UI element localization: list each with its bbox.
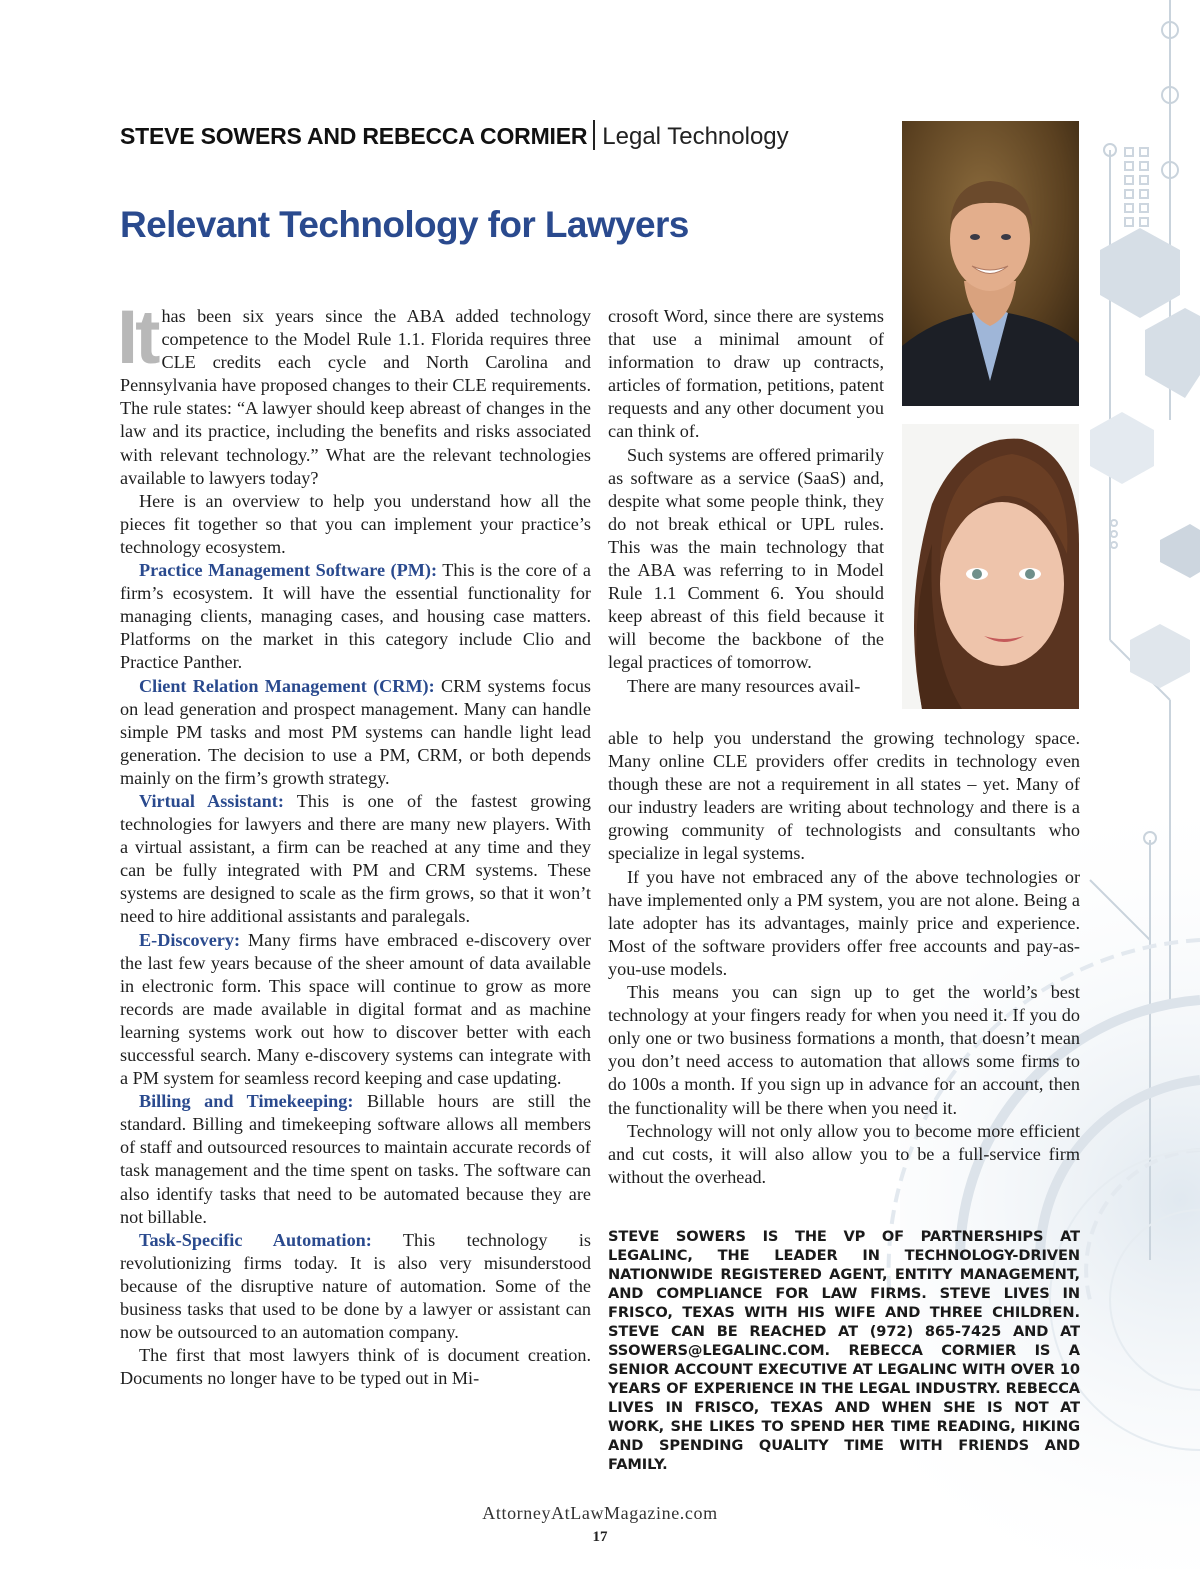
paragraph-virtual-assistant: Virtual Assistant: This is one of the fastest growing technologies for lawyers and there are many new players. With a virtual assistant, a firm can be reached at any time and they can be fully integrated with PM and CRM systems. These systems are designed to scale as the firm grows, so that it won’t need to hire additional assistants and paralegals. [120,790,591,927]
paragraph-billing: Billing and Timekeeping: Billable hours are still the standard. Billing and timekeeping software allows all members of staff and outsourced resources to maintain accurate records of task management and the time spent on tasks. The software can also identify tasks that need to be automated because they are not billable. [120,1091,591,1227]
paragraph-continued: crosoft Word, since there are systems that use a minimal amount of information to draw up contracts, articles of formation, petitions, patent requests and any other document you can think of. [608,306,884,442]
author-names: STEVE SOWERS AND REBECCA CORMIER [120,123,588,149]
portrait-man-image [902,121,1079,406]
paragraph-conclusion: Technology will not only allow you to become more efficient and cut costs, it will also allow you to be a full-service firm without the overhead. [608,1120,1080,1187]
paragraph-sign-up: This means you can sign up to get the world’s best technology at your fingers ready for when you need it. If you do only one or two business formations a month, that doesn’t mean you don’t need access to automation that allows some firms to do 100s a month. If you sign up in advance for an account, then the functionality will be there when you need it. [608,982,1080,1118]
author-bio: STEVE SOWERS IS THE VP OF PARTNERSHIPS AT LEGALINC, THE LEADER IN TECHNOLOGY-DRIVEN NATIONWIDE REGISTERED AGENT, ENTITY MANAGEMENT, AND COMPLIANCE FOR LAW FIRMS. STEVE LIVES IN FRISCO, TEXAS WITH HIS WIFE AND THREE CHILDREN. STEVE CAN BE REACHED AT (972) 865-7425 AND AT SSOWERS@LEGALINC.COM. REBECCA CORMIER IS A SENIOR ACCOUNT EXECUTIVE AT LEGALINC WITH OVER 10 YEARS OF EXPERIENCE IN THE LEGAL INDUSTRY. REBECCA LIVES IN FRISCO, TEXAS AND WHEN SHE IS NOT AT WORK, SHE LIKES TO SPEND HER TIME READING, HIKING AND SPENDING QUALITY TIME WITH FRIENDS AND FAMILY. [608,1228,1080,1473]
author-photo-rebecca [902,424,1079,709]
article-title: Relevant Technology for Lawyers [120,204,689,245]
paragraph-document-creation: The first that most lawyers think of is document creation. Documents no longer have to be typed out in Mi- [120,1345,591,1389]
term-crm: Client Relation Management (CRM): [139,675,435,696]
term-billing: Billing and Timekeeping: [139,1091,354,1112]
paragraph-saas: Such systems are offered primarily as software as a service (SaaS) and, despite what some people think, they do not break ethical or UPL rules. This was the main technology that the ABA was referring to in Model Rule 1.1 Comment 6. You should keep abreast of this field because it will become the backbone of the legal practices of tomorrow. [608,444,884,673]
paragraph-resources: able to help you understand the growing technology space. Many online CLE providers offer credits in technology even though these are not a requirement in all states – yet. Many of our industry leaders are writing about technology and there is a growing community of technologists and consultants who specialize in legal systems. [608,728,1080,864]
paragraph-e-discovery: E-Discovery: Many firms have embraced e-discovery over the last few years because of the sheer amount of data available in electronic form. This space will continue to grow as more records are made available in digital format and as machine learning systems work out how to discover better with each successful search. Many e-discovery systems can integrate with a PM system for seamless record keeping and case updating. [120,929,591,1089]
paragraph-crm: Client Relation Management (CRM): CRM systems focus on lead generation and prospect management. Many can handle simple PM tasks and most PM systems can handle light lead generation. The decision to use a PM, CRM, or both depends mainly on the firm’s growth strategy. [120,675,591,788]
article-header [120,120,880,156]
footer-website: AttorneyAtLawMagazine.com [482,1503,718,1523]
paragraph-resources-start: There are many resources avail- [627,675,861,696]
paragraph-practice-management: Practice Management Software (PM): This is the core of a firm’s ecosystem. It will have the essential functionality for managing clients, managing cases, and housing case matters. Platforms on the market in this category include Clio and Practice Panther. [120,560,592,673]
article-column-right-bottom [608,727,1080,1189]
term-virtual-assistant: Virtual Assistant: [139,790,284,811]
term-automation: Task-Specific Automation: [139,1229,372,1250]
paragraph-overview: Here is an overview to help you understand how all the pieces fit together so that you can implement your practice’s technology ecosystem. [120,490,591,557]
term-e-discovery: E-Discovery: [139,929,241,950]
paragraph-intro: It has been six years since the ABA added technology competence to the Model Rule 1.1. Florida requires three CLE credits each cycle and North Carolina and Pennsylvania have proposed changes to their CLE requirements. The rule states: “A lawyer should keep abreast of changes in the law and its practice, including the benefits and risks associated with relevant technology.” What are the relevant technologies available to lawyers today? [117,295,591,488]
page-number: 17 [592,1529,608,1545]
section-name: Legal Technology [602,123,789,150]
header-divider [593,120,595,150]
author-photo-steve [902,121,1079,406]
paragraph-late-adopter: If you have not embraced any of the above technologies or have implemented only a PM system, you are not alone. Being a late adopter has its advantages, mainly price and experience. Most of the software providers offer free accounts and pay-as-you-use models. [608,866,1080,979]
term-practice-management: Practice Management Software (PM): [139,560,438,581]
article-column-left [117,295,592,1390]
drop-cap: It [117,295,158,380]
article-column-right-top [608,305,884,698]
portrait-woman-image [902,424,1079,709]
paragraph-automation: Task-Specific Automation: This technology is revolutionizing firms today. It is also very misunderstood because of the disruptive nature of automation. Some of the business tasks that used to be done by a lawyer or assistant can now be outsourced to an automation company. [120,1229,592,1343]
